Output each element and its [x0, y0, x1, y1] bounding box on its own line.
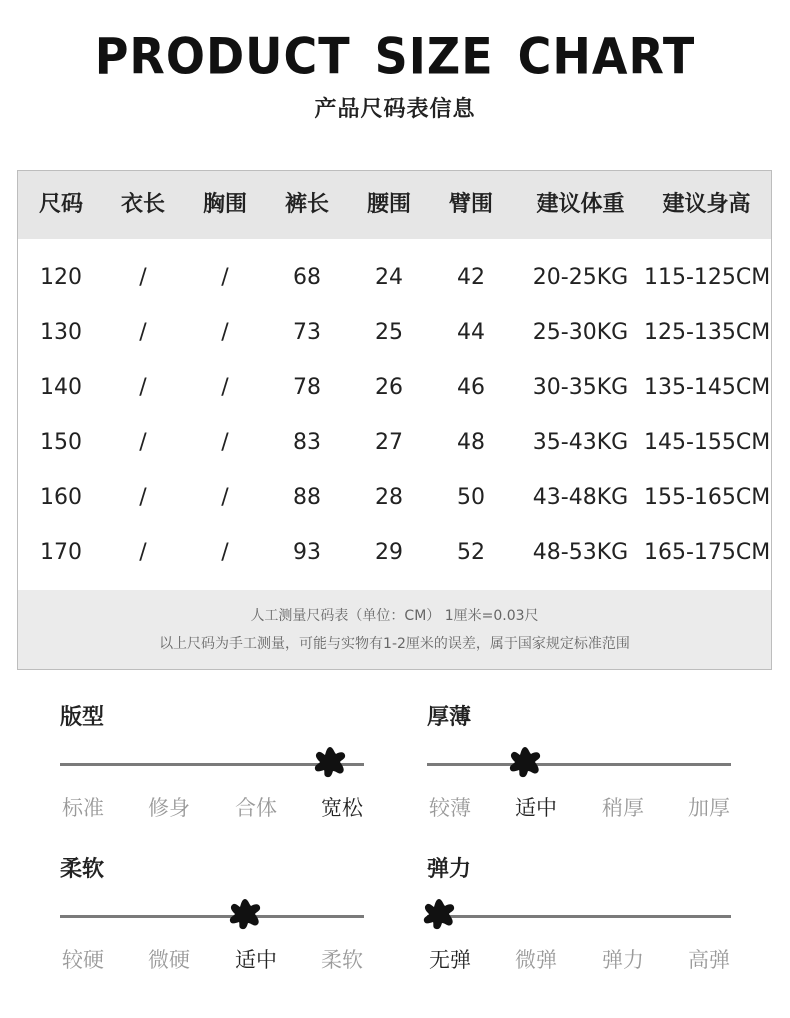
- splat-marker-icon: [227, 896, 263, 932]
- splat-marker-icon: [312, 744, 348, 780]
- table-cell: 24: [375, 265, 403, 290]
- table-cell: 48: [457, 430, 485, 455]
- table-cell: 44: [457, 320, 485, 345]
- table-cell: 125-135CM: [644, 320, 771, 345]
- table-cell: /: [221, 375, 229, 400]
- table-row: [18, 250, 771, 305]
- table-row: [18, 470, 771, 525]
- table-cell: /: [139, 265, 147, 290]
- table-row: [18, 305, 771, 360]
- table-cell: /: [139, 375, 147, 400]
- table-cell: /: [139, 320, 147, 345]
- scale-option: 无弹: [429, 948, 471, 972]
- table-cell: 25-30KG: [532, 320, 629, 345]
- table-cell: 43-48KG: [532, 485, 629, 510]
- scale-option: 标准: [62, 796, 104, 820]
- scale-option: 微弹: [515, 948, 557, 972]
- title-word: CHART: [517, 26, 696, 86]
- table-cell: 26: [375, 375, 403, 400]
- scale-title: 版型: [60, 705, 105, 730]
- table-cell: 88: [293, 485, 321, 510]
- table-cell: 30-35KG: [532, 375, 629, 400]
- table-cell: 50: [457, 485, 485, 510]
- table-cell: /: [221, 540, 229, 565]
- note-line: 人工测量尺码表（单位：CM） 1厘米=0.03尺: [250, 608, 539, 624]
- scale-option: 宽松: [321, 796, 363, 820]
- scale-option: 适中: [235, 948, 277, 972]
- table-cell: 130: [40, 320, 82, 345]
- table-cell: 68: [293, 265, 321, 290]
- table-cell: 35-43KG: [532, 430, 629, 455]
- table-cell: /: [139, 485, 147, 510]
- scale-title: 柔软: [60, 857, 105, 882]
- column-header-height: 建议身高: [662, 192, 751, 217]
- scale-option: 较薄: [429, 796, 471, 820]
- scale-title: 厚薄: [427, 705, 472, 730]
- scale-option: 适中: [515, 796, 557, 820]
- column-header-chest: 胸围: [202, 192, 247, 217]
- table-cell: /: [221, 265, 229, 290]
- scale-track: [427, 763, 731, 766]
- table-cell: 150: [40, 430, 82, 455]
- scale-option: 加厚: [688, 796, 730, 820]
- table-cell: 46: [457, 375, 485, 400]
- column-header-weight: 建议体重: [536, 192, 625, 217]
- table-cell: 28: [375, 485, 403, 510]
- note-line: 以上尺码为手工测量，可能与实物有1-2厘米的误差，属于国家规定标准范围: [159, 636, 630, 652]
- column-header-arm: 臂围: [448, 192, 493, 217]
- column-header-size: 尺码: [38, 192, 83, 217]
- scale-block: [427, 700, 732, 830]
- table-cell: 29: [375, 540, 403, 565]
- table-cell: 115-125CM: [644, 265, 771, 290]
- scale-option: 修身: [148, 796, 190, 820]
- table-row: [18, 360, 771, 415]
- title-word: SIZE: [374, 26, 494, 86]
- table-cell: /: [139, 430, 147, 455]
- table-cell: 52: [457, 540, 485, 565]
- table-cell: /: [221, 320, 229, 345]
- table-row: [18, 415, 771, 470]
- table-cell: /: [221, 485, 229, 510]
- page-title: [0, 24, 790, 89]
- table-cell: 135-145CM: [644, 375, 771, 400]
- title-word: PRODUCT: [94, 26, 351, 86]
- table-cell: 160: [40, 485, 82, 510]
- table-header: [18, 171, 771, 239]
- scale-title: 弹力: [427, 857, 472, 882]
- table-cell: 170: [40, 540, 82, 565]
- table-cell: 93: [293, 540, 321, 565]
- scale-block: [427, 852, 732, 982]
- scale-option: 高弹: [688, 948, 730, 972]
- scale-track: [60, 915, 364, 918]
- table-cell: 27: [375, 430, 403, 455]
- table-cell: 20-25KG: [532, 265, 629, 290]
- scale-track: [427, 915, 731, 918]
- column-header-waist: 腰围: [366, 192, 411, 217]
- scale-option: 柔软: [321, 948, 363, 972]
- splat-marker-icon: [507, 744, 543, 780]
- scale-option: 稍厚: [602, 796, 644, 820]
- table-cell: 78: [293, 375, 321, 400]
- scale-option: 微硬: [148, 948, 190, 972]
- table-note: [18, 590, 771, 669]
- table-cell: 120: [40, 265, 82, 290]
- table-cell: 48-53KG: [532, 540, 629, 565]
- table-cell: 73: [293, 320, 321, 345]
- scale-option: 合体: [235, 796, 277, 820]
- table-cell: 25: [375, 320, 403, 345]
- column-header-length: 衣长: [120, 192, 165, 217]
- scale-block: [60, 852, 365, 982]
- size-table: [17, 170, 772, 670]
- table-cell: 155-165CM: [644, 485, 771, 510]
- table-cell: 83: [293, 430, 321, 455]
- page-subtitle: 产品尺码表信息: [314, 97, 476, 122]
- scale-option: 较硬: [62, 948, 104, 972]
- table-cell: /: [139, 540, 147, 565]
- table-cell: 145-155CM: [644, 430, 771, 455]
- column-header-pants-length: 裤长: [284, 192, 329, 217]
- splat-marker-icon: [421, 896, 457, 932]
- table-cell: 42: [457, 265, 485, 290]
- table-cell: 165-175CM: [644, 540, 771, 565]
- table-row: [18, 525, 771, 580]
- table-cell: 140: [40, 375, 82, 400]
- table-cell: /: [221, 430, 229, 455]
- scale-block: [60, 700, 365, 830]
- scale-option: 弹力: [602, 948, 644, 972]
